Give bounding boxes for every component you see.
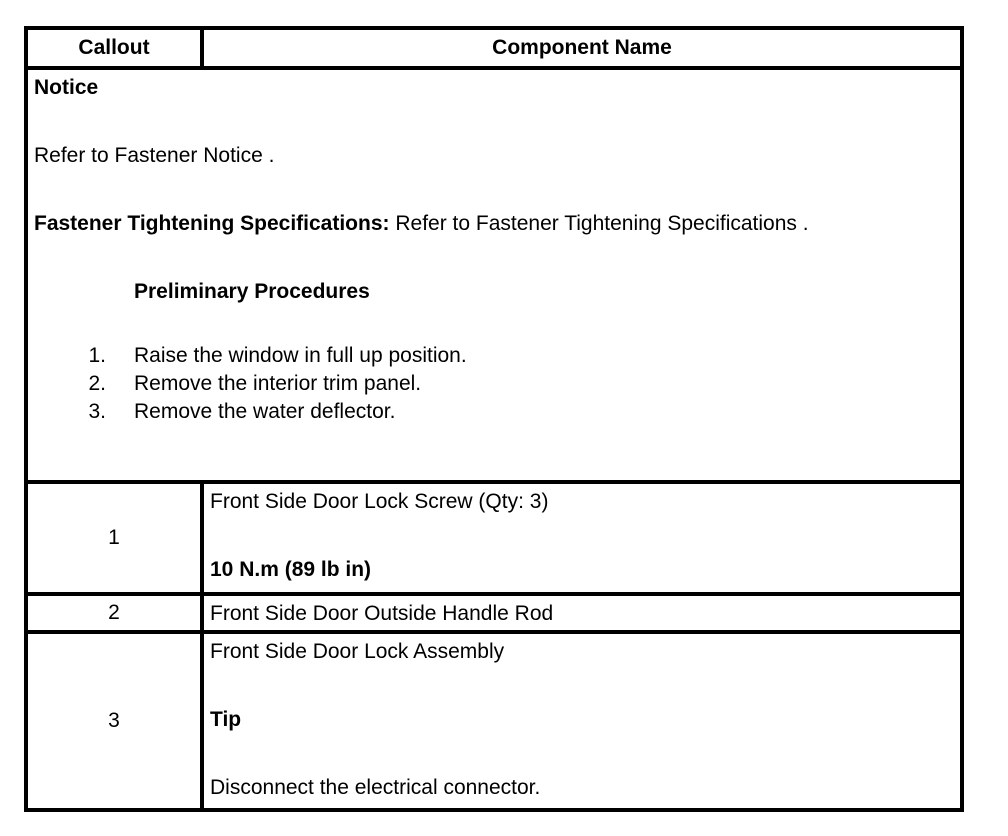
component-name: Front Side Door Lock Assembly: [210, 640, 505, 663]
component-cell: [202, 482, 962, 594]
callout-cell: 2: [26, 594, 202, 632]
component-name: Front Side Door Outside Handle Rod: [210, 602, 554, 625]
step-text: Raise the window in full up position.: [134, 344, 467, 367]
spec-label: Fastener Tightening Specifications:: [34, 212, 390, 235]
table-row: [26, 594, 962, 632]
procedure-step: [34, 370, 960, 398]
callout-cell: 3: [26, 632, 202, 810]
procedure-step: [34, 398, 960, 426]
header-component-name: Component Name: [202, 28, 962, 68]
step-number: 2.: [88, 372, 106, 395]
component-cell: [202, 594, 962, 632]
header-callout: Callout: [26, 28, 202, 68]
table-row: [26, 632, 962, 810]
tip-label: Tip: [210, 708, 242, 731]
component-table: [24, 26, 964, 812]
step-text: Remove the water deflector.: [134, 400, 396, 423]
table-row: [26, 482, 962, 594]
procedure-step: [34, 342, 960, 370]
step-text: Remove the interior trim panel.: [134, 372, 422, 395]
notice-row: [26, 68, 962, 482]
step-number: 3.: [88, 400, 106, 423]
notice-fastener-ref: Refer to Fastener Notice .: [34, 144, 275, 167]
callout-cell: 1: [26, 482, 202, 594]
procedures-title: Preliminary Procedures: [134, 280, 370, 303]
notice-spec-line: [34, 212, 960, 236]
torque-spec: 10 N.m (89 lb in): [210, 558, 372, 581]
component-cell: [202, 632, 962, 810]
notice-title: Notice: [34, 76, 99, 99]
component-name: Front Side Door Lock Screw (Qty: 3): [210, 490, 549, 513]
header-row: [26, 28, 962, 68]
notice-cell: [26, 68, 962, 482]
procedure-steps: [34, 342, 960, 426]
tip-text: Disconnect the electrical connector.: [210, 776, 541, 799]
spec-text: Refer to Fastener Tightening Specifications .: [389, 212, 809, 235]
step-number: 1.: [88, 344, 106, 367]
